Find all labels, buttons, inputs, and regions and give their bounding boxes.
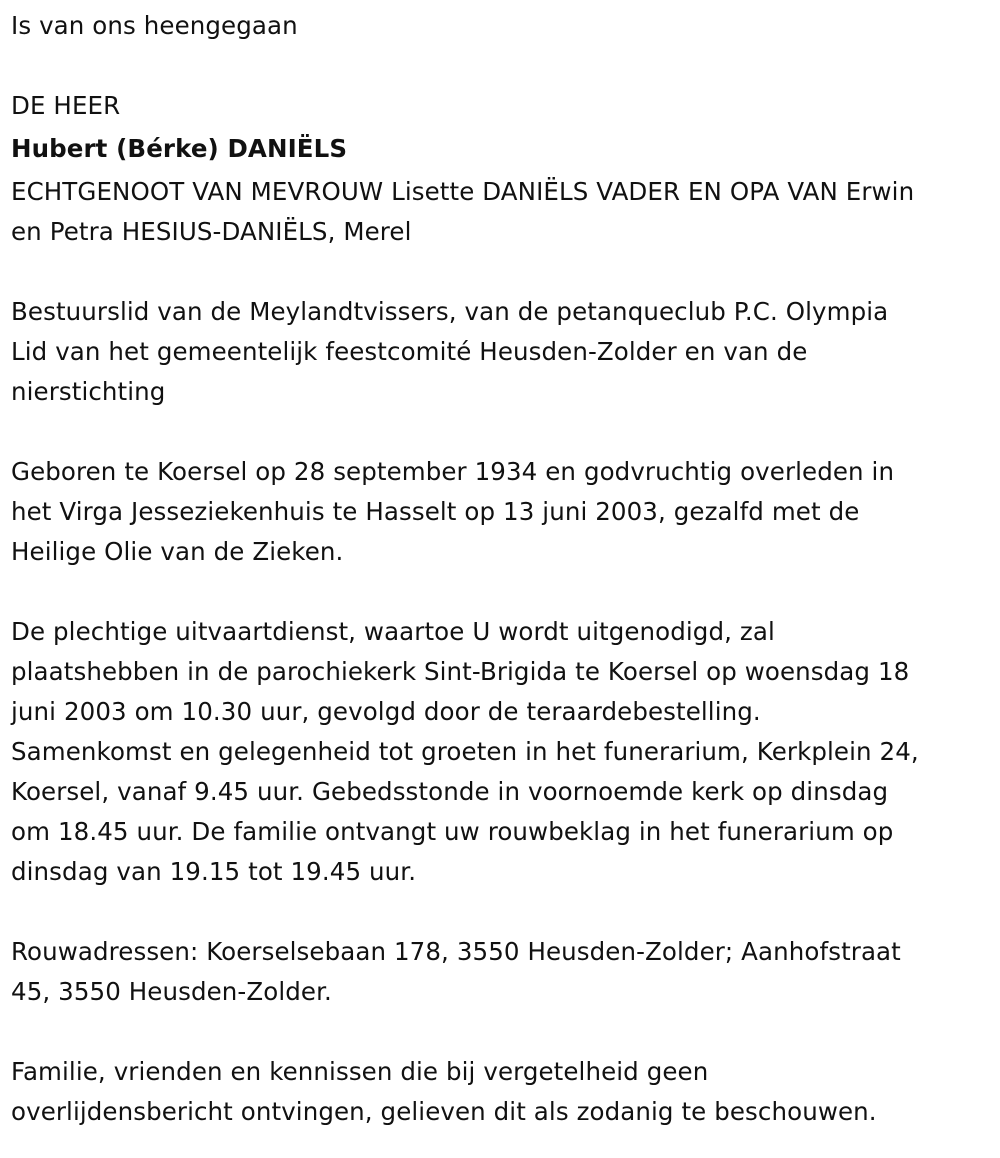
relations-block: [11, 172, 990, 252]
funeral-line: juni 2003 om 10.30 uur, gevolgd door de teraardebestelling.: [11, 697, 761, 726]
memberships-line: Lid van het gemeentelijk feestcomité Heusden-Zolder en van de: [11, 337, 808, 366]
honorific: DE HEER: [11, 91, 121, 120]
spacer: [11, 892, 990, 932]
closing-block: [11, 1052, 990, 1132]
intro-text: Is van ons heengegaan: [11, 11, 298, 40]
memberships-block: [11, 292, 990, 412]
addresses-line: 45, 3550 Heusden-Zolder.: [11, 977, 332, 1006]
closing-line: Familie, vrienden en kennissen die bij vergetelheid geen: [11, 1057, 709, 1086]
spacer: [11, 252, 990, 292]
memberships-line: Bestuurslid van de Meylandtvissers, van de petanqueclub P.C. Olympia: [11, 297, 889, 326]
spacer: [11, 46, 990, 86]
birth-death-block: [11, 452, 990, 572]
funeral-line: om 18.45 uur. De familie ontvangt uw rouwbeklag in het funerarium op: [11, 817, 894, 846]
relations-line: en Petra HESIUS-DANIËLS, Merel: [11, 217, 412, 246]
funeral-line: Samenkomst en gelegenheid tot groeten in het funerarium, Kerkplein 24,: [11, 737, 919, 766]
deceased-name: Hubert (Bérke) DANIËLS: [11, 134, 348, 163]
memberships-line: nierstichting: [11, 377, 166, 406]
addresses-block: [11, 932, 990, 1012]
birth-death-line: Geboren te Koersel op 28 september 1934 en godvruchtig overleden in: [11, 457, 895, 486]
closing-line: overlijdensbericht ontvingen, gelieven dit als zodanig te beschouwen.: [11, 1097, 877, 1126]
funeral-line: plaatshebben in de parochiekerk Sint-Brigida te Koersel op woensdag 18: [11, 657, 910, 686]
birth-death-line: het Virga Jesseziekenhuis te Hasselt op 13 juni 2003, gezalfd met de: [11, 497, 860, 526]
funeral-line: Koersel, vanaf 9.45 uur. Gebedsstonde in voornoemde kerk op dinsdag: [11, 777, 889, 806]
funeral-block: [11, 612, 990, 892]
spacer: [11, 412, 990, 452]
funeral-line: De plechtige uitvaartdienst, waartoe U wordt uitgenodigd, zal: [11, 617, 775, 646]
funeral-line: dinsdag van 19.15 tot 19.45 uur.: [11, 857, 417, 886]
addresses-line: Rouwadressen: Koerselsebaan 178, 3550 Heusden-Zolder; Aanhofstraat: [11, 937, 901, 966]
spacer: [11, 572, 990, 612]
relations-line: ECHTGENOOT VAN MEVROUW Lisette DANIËLS VADER EN OPA VAN Erwin: [11, 177, 915, 206]
birth-death-line: Heilige Olie van de Zieken.: [11, 537, 344, 566]
spacer: [11, 1012, 990, 1052]
